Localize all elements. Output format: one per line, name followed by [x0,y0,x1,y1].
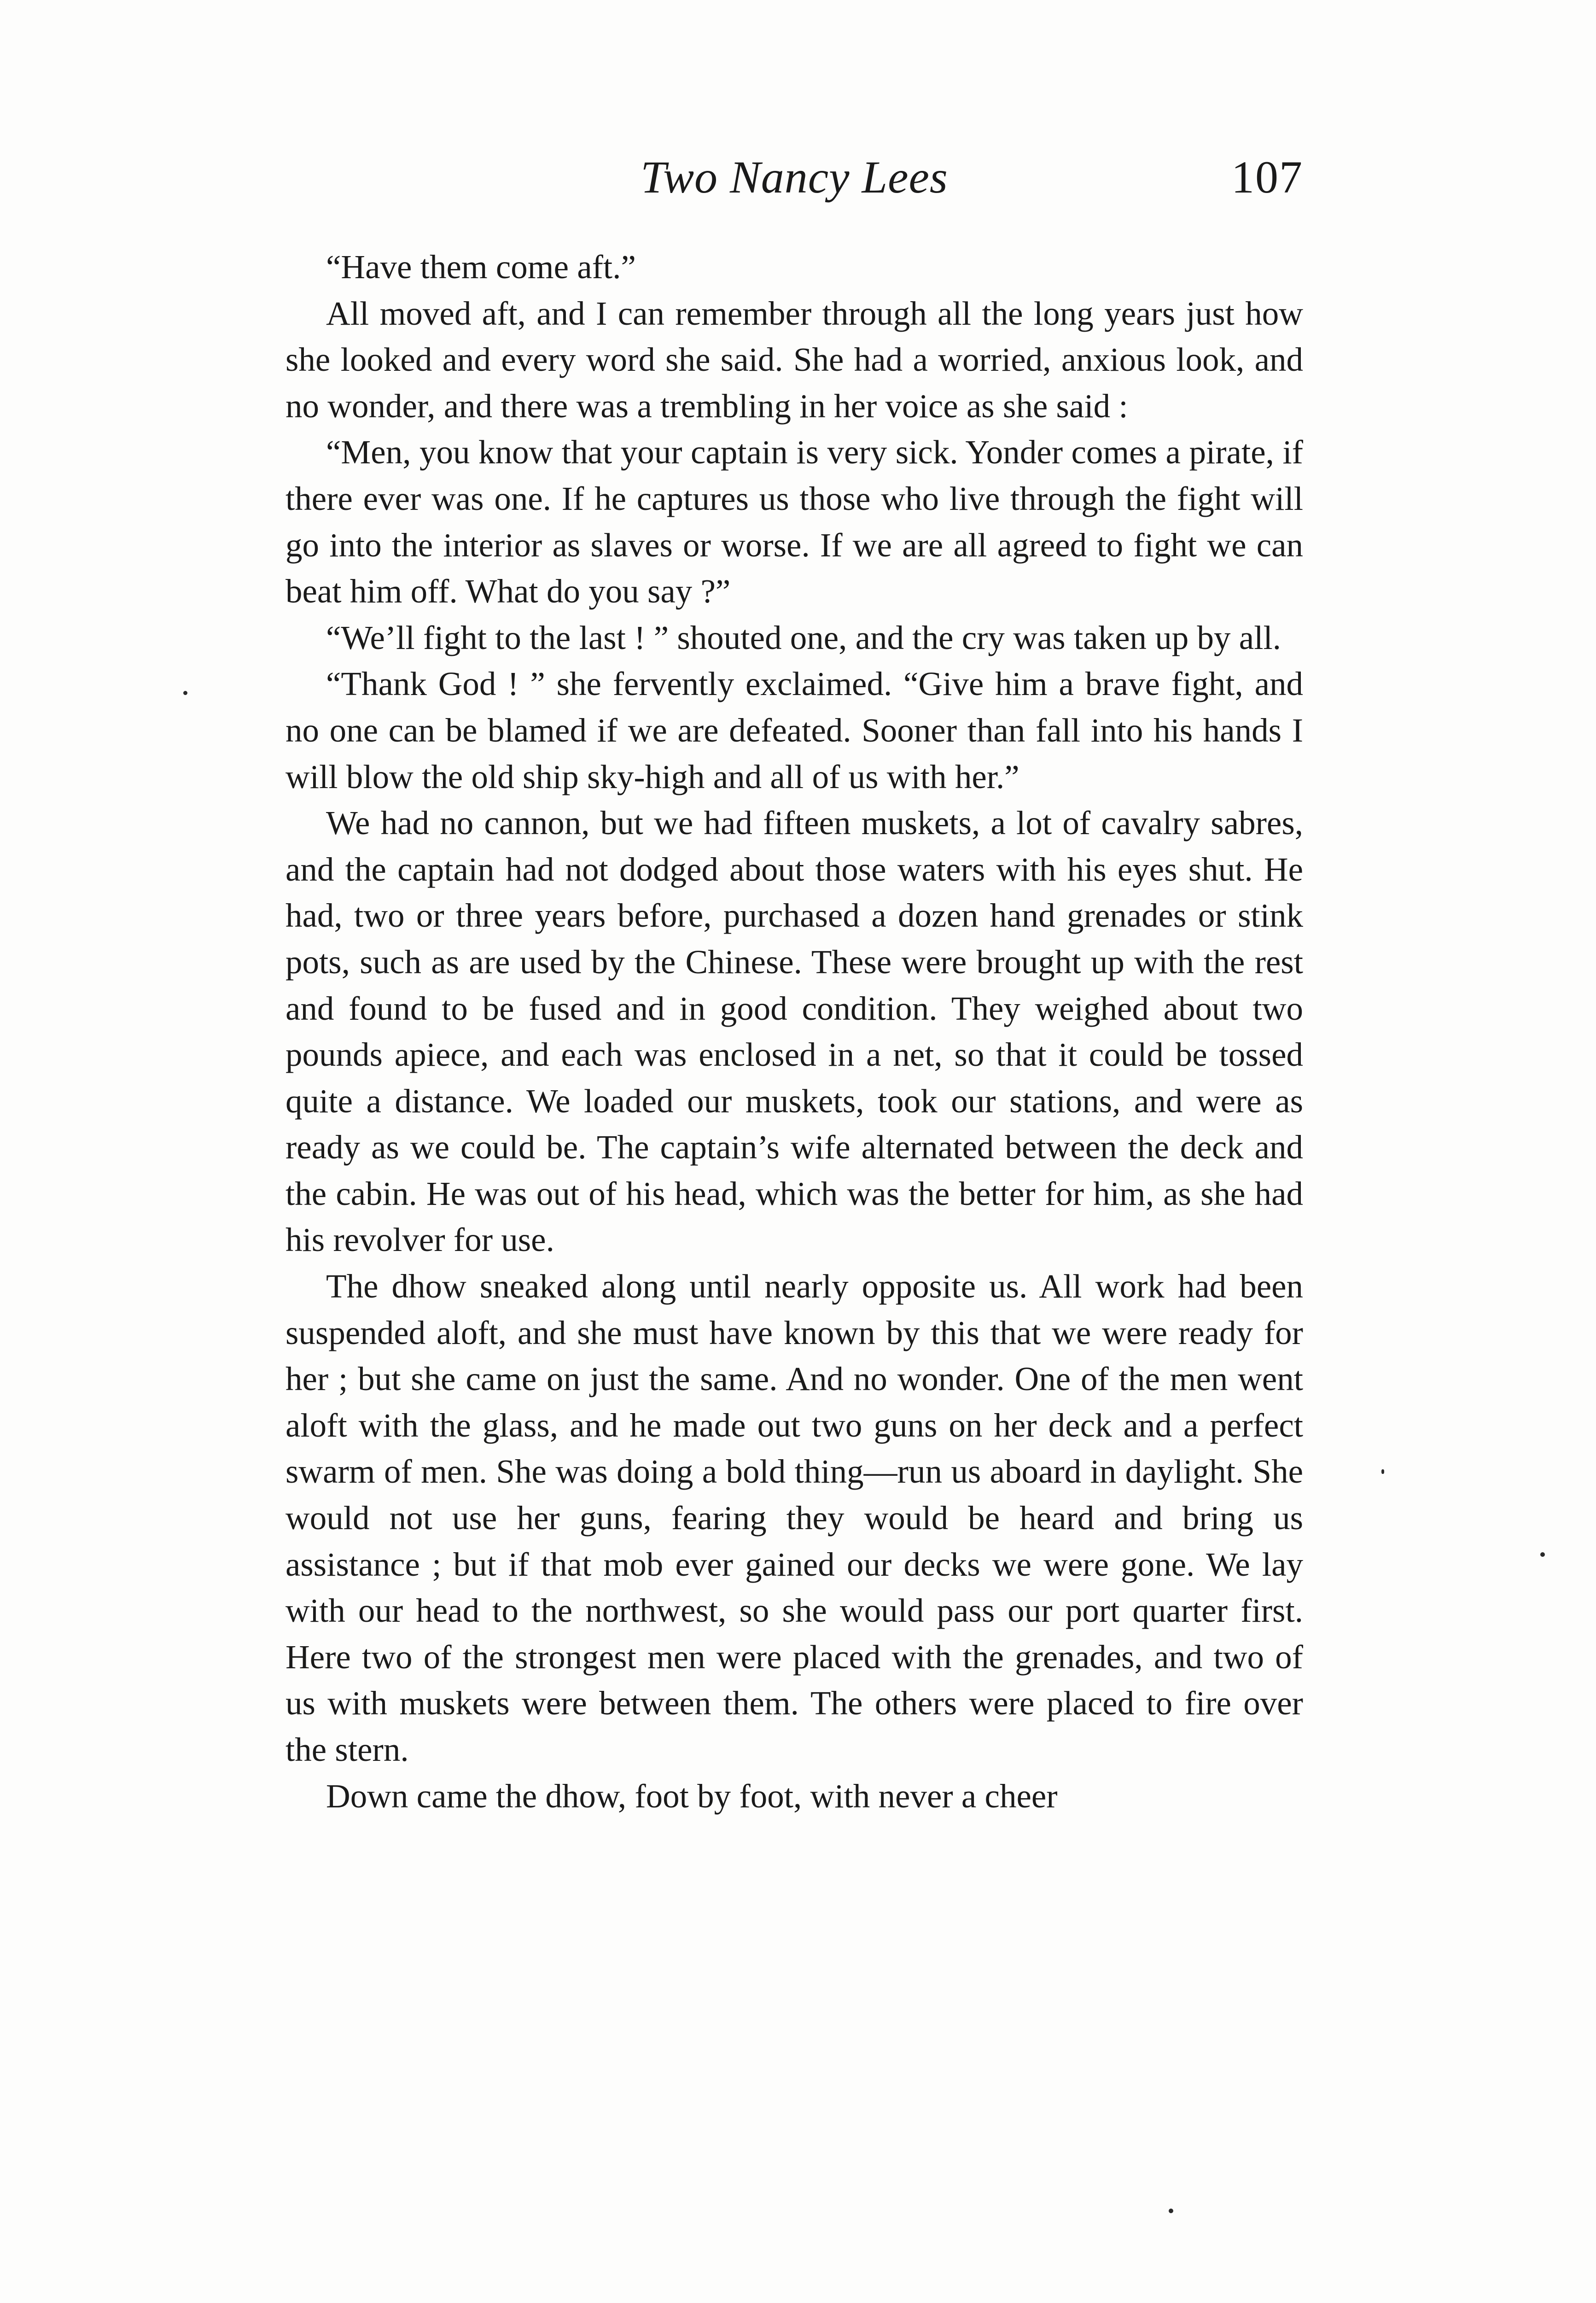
paragraph: All moved aft, and I can remember through all the long years just how she looked and every word she said. She had a worried, anxious look, and no wonder, and there was a trembling in her voice as she said : [285,294,1303,425]
running-head [285,143,1303,212]
page-number: 107 [1231,152,1303,203]
paragraph: The dhow sneaked along until nearly opposite us. All work had been suspended aloft, and she must have known by this that we were ready for her ; but she came on just the same. And no wonder. One of the men went aloft with the glass, and he made out two guns on her deck and a perfect swarm of men. She was doing a bold thing—run us aboard in daylight. She would not use her guns, fearing they would be heard and bring us assistance ; but if that mob ever gained our decks we were gone. We lay with our head to the northwest, so she would pass our port quarter first. Here two of the strongest men were placed with the grenades, and two of us with muskets were between them. The others were placed to fire over the stern. [285,1268,1303,1768]
ink-speck [1381,1469,1384,1474]
ink-speck [1169,2209,1173,2213]
paragraph: “Men, you know that your captain is very sick. Yonder comes a pirate, if there ever was one. If he captures us those who live through the fight will go into the interior as slaves or worse. If we are all agreed to fight we can beat him off. What do you say ?” [285,433,1303,610]
paragraph: We had no cannon, but we had fifteen muskets, a lot of cavalry sabres, and the captain had not dodged about those waters with his eyes shut. He had, two or three years before, purchased a dozen hand grenades or stink pots, such as are used by the Chinese. These were brought up with the rest and found to be fused and in good condition. They weighed about two pounds apiece, and each was enclosed in a net, so that it could be tossed quite a distance. We loaded our muskets, took our stations, and were as ready as we could be. The captain’s wife alternated between the deck and the cabin. He was out of his head, which was the better for him, as she had his revolver for use. [285,804,1303,1259]
paragraph: “Thank God ! ” she fervently exclaimed. “Give him a brave fight, and no one can be blamed if we are defeated. Sooner than fall into his hands I will blow the old ship sky-high and all of us with her.” [285,665,1303,795]
paragraph: Down came the dhow, foot by foot, with never a cheer [326,1777,1058,1815]
paragraph: “We’ll fight to the last ! ” shouted one, and the cry was taken up by all. [326,619,1281,656]
running-title: Two Nancy Lees [641,152,948,203]
ink-speck [1540,1552,1545,1557]
body-text [285,244,1303,1819]
paragraph: “Have them come aft.” [326,248,636,286]
ink-speck [183,691,187,695]
